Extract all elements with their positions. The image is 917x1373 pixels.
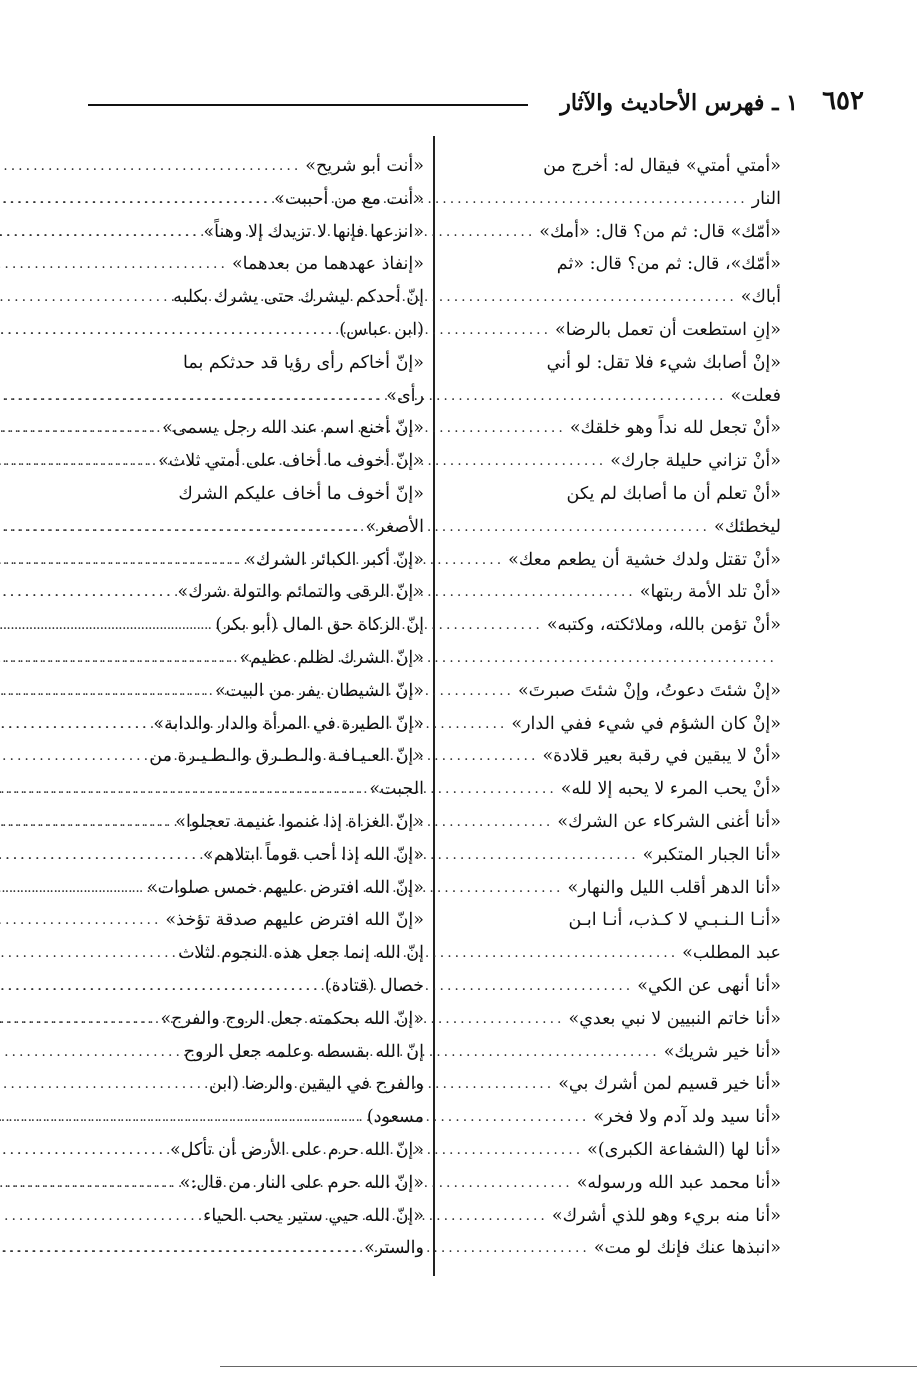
index-entry: [92, 380, 424, 413]
entry-text: «أنْ تؤمن بالله، وملائكته، وكتبه»: [546, 615, 781, 636]
index-entry: [443, 544, 781, 577]
entry-text: «إنّ الله افترض عليهم صدقة تؤخذ»: [165, 910, 424, 931]
header-rule: [88, 104, 528, 106]
index-entry: [443, 839, 781, 872]
entry-text: «إنّ الله افترض عليهم خمس صلوات»: [146, 877, 424, 898]
index-entry: [92, 1167, 424, 1200]
entry-text: «أنـا الـنـبـي لا كـذب، أنـا ابـن: [568, 910, 781, 931]
entry-text: «أنْ تقتل ولدك خشية أن يطعم معك»: [508, 549, 781, 570]
dot-leader: [0, 380, 386, 413]
index-entry: [92, 806, 424, 839]
entry-text: «أنا سيد ولد آدم ولا فخر»: [593, 1107, 781, 1128]
entry-text: إنّ الله إنما جعل هذه النجوم لثلاث: [178, 943, 424, 964]
dot-leader: [0, 708, 153, 741]
dot-leader: [0, 609, 215, 642]
entry-text: (ابن عباس): [339, 319, 424, 340]
index-entry: [92, 445, 424, 478]
entry-text: «إنّ الشيطان يفر من البيت»: [214, 680, 424, 701]
entry-text: والفرح في اليقين والرضا (ابن: [209, 1074, 424, 1095]
entry-text: أباك»: [740, 287, 781, 308]
dot-leader: [0, 314, 339, 347]
index-entry: [443, 150, 781, 183]
index-entry: [92, 1036, 424, 1069]
index-entry: [92, 872, 424, 905]
entry-text: مسعود): [366, 1107, 424, 1128]
index-entry: [92, 511, 424, 544]
entry-text: «إنّ أكبر الكبائر الشرك»: [245, 549, 424, 570]
index-entry: [92, 839, 424, 872]
entry-text: «أنْ تزاني حليلة جارك»: [610, 451, 781, 472]
index-entry: [92, 544, 424, 577]
entry-text: «إنْ أصابك شيء فلا تقل: لو أني: [546, 352, 781, 373]
index-entry: [443, 1068, 781, 1101]
entry-text: «إنّ أخاكم رأى رؤيا قد حدثكم بما: [183, 352, 424, 373]
dot-leader: [0, 806, 175, 839]
index-entry: [443, 609, 781, 642]
index-entry: [92, 675, 424, 708]
index-entry: [92, 314, 424, 347]
index-entry: [92, 642, 424, 675]
index-entry: [443, 445, 781, 478]
entry-text: «إنّ أخنع اسم عند الله رجل يسمى»: [162, 418, 424, 439]
index-entry: [443, 216, 781, 249]
dot-leader: [0, 1003, 161, 1036]
entry-text: «إنّ الله إذا أحب قوماً ابتلاهم»: [202, 844, 424, 865]
entry-text: «أنا الجبار المتكبر»: [642, 844, 781, 865]
entry-text: «إنّ الله بحكمته جعل الروح والفرح»: [160, 1008, 424, 1029]
index-entry: [443, 511, 781, 544]
index-entry: [443, 412, 781, 445]
index-entry: [443, 576, 781, 609]
index-column-left: [92, 150, 424, 1265]
entry-text: «إنّ الغزاة إذا غنموا غنيمة تعجلوا»: [175, 811, 424, 832]
entry-text: «إنّ الطيرة في المرأة والدار والدابة»: [153, 713, 424, 734]
entry-text: «أنا أغنى الشركاء عن الشرك»: [557, 811, 781, 832]
index-entry: [443, 708, 781, 741]
entry-text: «أنا لها (الشفاعة الكبرى)»: [587, 1139, 781, 1160]
page-number: ٦٥٢: [822, 86, 864, 116]
index-entry: [92, 1232, 424, 1265]
dot-leader: [0, 1101, 367, 1134]
dot-leader: [0, 872, 147, 905]
index-entry: [92, 248, 424, 281]
entry-text: عبد المطلب»: [682, 943, 781, 964]
index-entry: [92, 773, 424, 806]
entry-text: «أنا خير شريك»: [663, 1041, 781, 1062]
entry-text: إنّ الزكاة حق المال (أبو بكر): [215, 615, 424, 636]
entry-text: «أنْ لا يبقين في رقبة بعير قلادة»: [542, 746, 781, 767]
entry-text: «انبذها عنك فإنك لو مت»: [593, 1238, 781, 1259]
entry-text: «أمّك»، قال: ثم من؟ قال: «ثم: [556, 254, 781, 275]
entry-text: «أنا محمد عبد الله ورسوله»: [576, 1172, 781, 1193]
entry-text: «إنّ أخوف ما أخاف عليكم الشرك: [178, 483, 424, 504]
entry-text: الأصغر»: [365, 516, 424, 537]
index-entry: [92, 216, 424, 249]
index-entry: [443, 740, 781, 773]
entry-text: «إنّ الله حرم على الأرض أن تأكل»: [170, 1139, 424, 1160]
entry-text: «أنا أنهى عن الكي»: [637, 975, 781, 996]
index-entry: [92, 478, 424, 511]
dot-leader: [0, 970, 325, 1003]
entry-text: «انزعها فإنها لا تزيدك إلا وهناً»: [203, 221, 424, 242]
dot-leader: [0, 544, 245, 577]
index-entry: [443, 478, 781, 511]
entry-text: فعلت»: [730, 385, 781, 406]
index-entry: [443, 314, 781, 347]
entry-text: إنّ أحدكم ليشرك حتى يشرك بكلبه: [173, 287, 424, 308]
entry-text: «أنْ تلد الأمة ربتها»: [639, 582, 781, 603]
index-entry: [92, 708, 424, 741]
entry-text: «أنا منه بريء وهو للذي أشرك»: [551, 1205, 781, 1226]
dot-leader: [0, 1134, 170, 1167]
index-entry: [92, 740, 424, 773]
index-entry: [443, 806, 781, 839]
index-column-right: [443, 150, 781, 1265]
index-entry: [443, 1167, 781, 1200]
dot-leader: [0, 642, 239, 675]
index-entry: [443, 347, 781, 380]
entry-text: والستر»: [364, 1238, 424, 1259]
index-entry: [443, 904, 781, 937]
index-entry: [443, 773, 781, 806]
index-entry: [92, 937, 424, 970]
dot-leader: [0, 839, 203, 872]
index-entry: [92, 609, 424, 642]
index-entry: [443, 1003, 781, 1036]
entry-text: «إنْ كان الشؤم في شيء ففي الدار»: [511, 713, 781, 734]
index-entry: [443, 872, 781, 905]
index-entry: [92, 970, 424, 1003]
index-entry: [92, 1003, 424, 1036]
entry-text: الجبت»: [369, 779, 424, 800]
entry-text: «إنِ استطعت أن تعمل بالرضا»: [555, 319, 781, 340]
entry-text: «أنا الدهر أقلب الليل والنهار»: [567, 877, 781, 898]
index-entry: [92, 1134, 424, 1167]
page-header: [88, 82, 864, 122]
index-entry: [443, 1101, 781, 1134]
index-entry: [443, 642, 781, 675]
entry-text: ليخطئك»: [713, 516, 781, 537]
index-entry: [443, 281, 781, 314]
dot-leader: [0, 904, 165, 937]
entry-text: «أنْ يحب المرء لا يحبه إلا لله»: [560, 779, 781, 800]
entry-text: إنّ الله بقسطه وعلمه جعل الروح: [183, 1041, 424, 1062]
footer-rule: [220, 1366, 917, 1367]
entry-text: «إنّ الشرك لظلم عظيم»: [239, 647, 424, 668]
index-entry: [92, 576, 424, 609]
index-entry: [443, 1134, 781, 1167]
index-entry: [443, 248, 781, 281]
entry-text: «أنْ تجعل لله نداً وهو خلقك»: [569, 418, 781, 439]
index-entry: [443, 675, 781, 708]
dot-leader: [0, 1232, 364, 1265]
dot-leader: [0, 248, 232, 281]
dot-leader: [0, 412, 162, 445]
entry-text: خصال (قتادة): [324, 975, 424, 996]
index-entry: [92, 347, 424, 380]
entry-text: «إنّ الرقى والتمائم والتولة شرك»: [177, 582, 424, 603]
dot-leader: [0, 511, 365, 544]
dot-leader: [0, 1167, 180, 1200]
dot-leader: [0, 675, 215, 708]
dot-leader: [0, 150, 305, 183]
index-entry: [92, 183, 424, 216]
index-entry: [443, 1200, 781, 1233]
dot-leader: [0, 216, 203, 249]
index-entry: [92, 904, 424, 937]
index-entry: [92, 1068, 424, 1101]
running-title: ١ ـ فهرس الأحاديث والآثار: [560, 90, 798, 116]
entry-text: «إنّ أخوف ما أخاف على أمتي ثلاث»: [158, 451, 424, 472]
index-entry: [443, 183, 781, 216]
entry-text: النار: [751, 188, 781, 209]
entry-text: «أنا خاتم النبيين لا نبي بعدي»: [568, 1008, 781, 1029]
entry-text: رأى»: [386, 385, 424, 406]
index-entry: [92, 1101, 424, 1134]
index-entry: [443, 970, 781, 1003]
index-entry: [443, 1232, 781, 1265]
entry-text: «إنّ العـيـافـة والـطـرق والـطـيـرة من: [149, 746, 424, 767]
entry-text: «أنت أبو شريح»: [305, 156, 424, 176]
entry-text: «إنّ الله حرم على النار من قال:»: [179, 1172, 424, 1193]
entry-text: «أنْ تعلم أن ما أصابك لم يكن: [566, 483, 781, 504]
index-entry: [443, 1036, 781, 1069]
dot-leader: [0, 183, 274, 216]
index-entry: [443, 937, 781, 970]
index-entry: [92, 412, 424, 445]
dot-leader: [0, 445, 158, 478]
entry-text: «إنْ شئتَ دعوتُ، وإنْ شئتَ صبرتَ»: [517, 680, 781, 701]
entry-text: «أمّك» قال: ثم من؟ قال: «أمك»: [539, 221, 781, 242]
entry-text: «أمتي أمتي» فيقال له: أخرج من: [543, 156, 781, 176]
index-entry: [92, 150, 424, 183]
entry-text: «أنا خير قسيم لمن أشرك بي»: [558, 1074, 781, 1095]
entry-text: «إنفاذ عهدهما من بعدهما»: [231, 254, 424, 275]
index-entry: [443, 380, 781, 413]
index-entry: [92, 1200, 424, 1233]
entry-text: «إنّ الله حيي ستير يحب الحياء: [203, 1205, 424, 1226]
entry-text: «أنت مع من أحببت»: [274, 188, 424, 209]
dot-leader: [0, 773, 369, 806]
index-entry: [92, 281, 424, 314]
dot-leader: [0, 576, 178, 609]
